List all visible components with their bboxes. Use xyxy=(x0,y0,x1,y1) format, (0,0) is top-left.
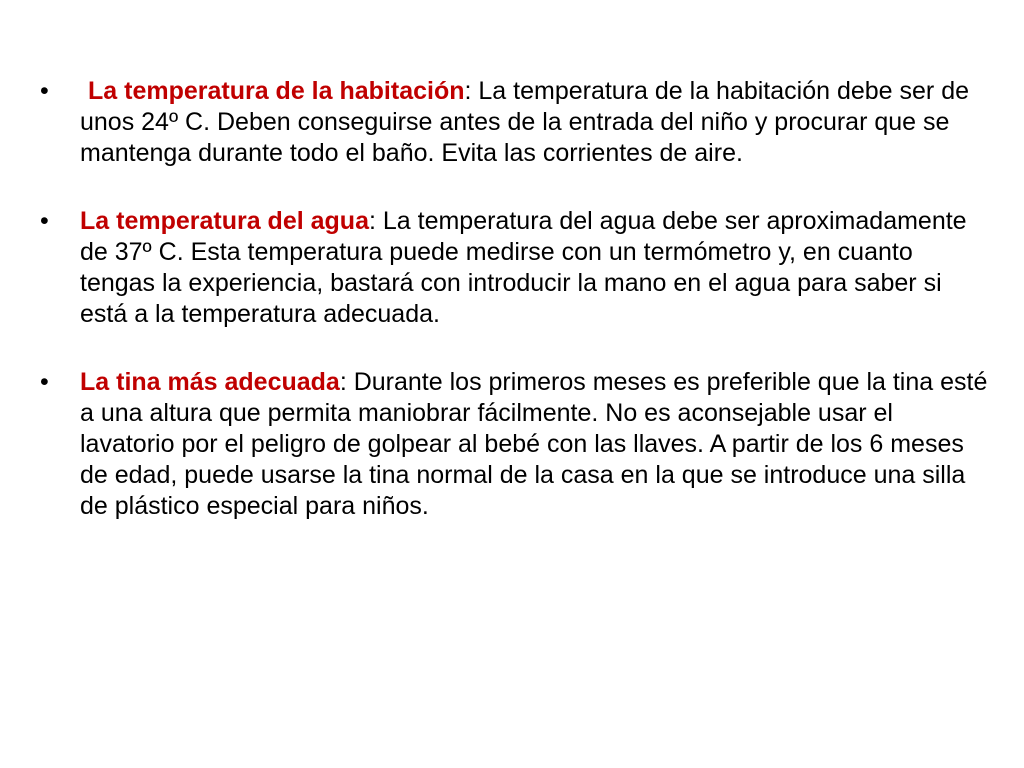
bullet-icon: • xyxy=(40,77,49,105)
bullet-heading: La temperatura de la habitación xyxy=(88,77,465,105)
bullet-icon: • xyxy=(40,207,49,235)
bullet-list xyxy=(40,76,990,559)
bullet-item-room-temperature xyxy=(40,76,990,169)
bullet-item-best-tub xyxy=(40,367,990,522)
bullet-text: : La temperatura de la habitación debe ser de unos 24º C. Deben conseguirse antes de la entrada del niño y procurar que se mantenga durante todo el baño. Evita las corrientes de aire. xyxy=(80,77,970,167)
bullet-text: : Durante los primeros meses es preferible que la tina esté a una altura que permita maniobrar fácilmente. No es aconsejable usar el lavatorio por el peligro de golpear al bebé con las llaves. A partir de los 6 meses de edad, puede usarse la tina normal de la casa en la que se introduce una silla de plástico especial para niños. xyxy=(80,368,988,520)
bullet-heading: La tina más adecuada xyxy=(80,368,340,396)
bullet-heading: La temperatura del agua xyxy=(80,207,369,235)
bullet-item-water-temperature xyxy=(40,206,990,330)
bullet-icon: • xyxy=(40,368,49,396)
bullet-text: : La temperatura del agua debe ser aproximadamente de 37º C. Esta temperatura puede medirse con un termómetro y, en cuanto tengas la experiencia, bastará con introducir la mano en el agua para saber si está a la temperatura adecuada. xyxy=(80,207,967,328)
